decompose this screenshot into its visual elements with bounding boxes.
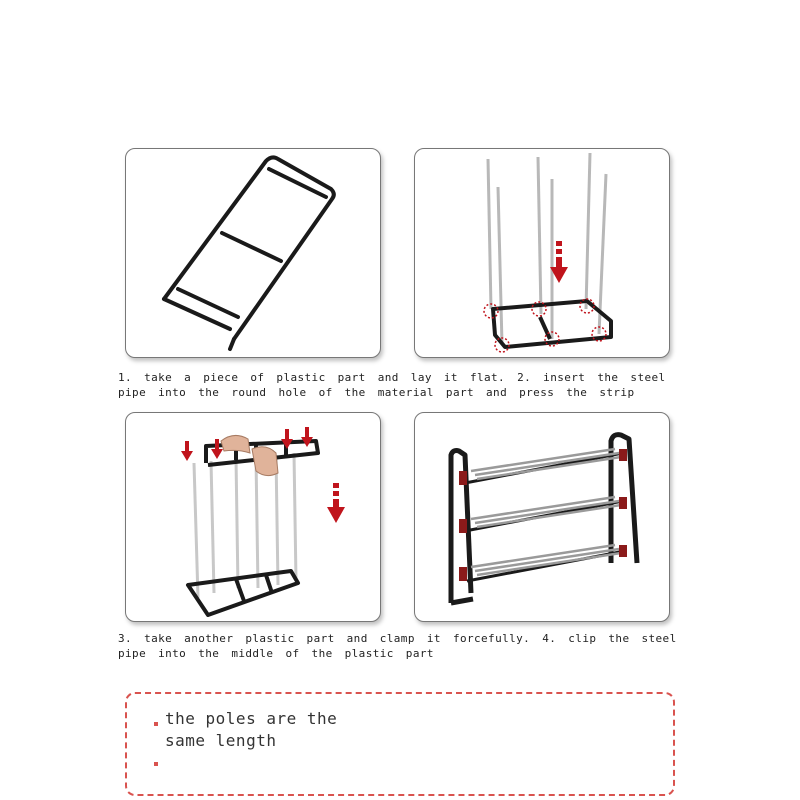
note-line-2: same length (165, 731, 277, 750)
step-4-image (414, 412, 670, 622)
plastic-frame-illustration (126, 149, 380, 357)
steps-1-2-caption: 1. take a piece of plastic part and lay it flat. 2. insert the steel pipe into the round hole of the material part and press the strip (118, 371, 678, 399)
note-box (125, 692, 675, 796)
shoe-rack-illustration (415, 413, 669, 621)
bullet-icon (154, 722, 158, 726)
pipes-insertion-illustration (415, 149, 669, 357)
step-2-image (414, 148, 670, 358)
step-1-image (125, 148, 381, 358)
step-3-image (125, 412, 381, 622)
note-line-1: the poles are the (165, 709, 338, 728)
steps-3-4-caption: 3. take another plastic part and clamp it forcefully. 4. clip the steel pipe into the middle of the plastic part (118, 632, 689, 660)
clamp-illustration (126, 413, 380, 621)
bullet-icon (154, 762, 158, 766)
